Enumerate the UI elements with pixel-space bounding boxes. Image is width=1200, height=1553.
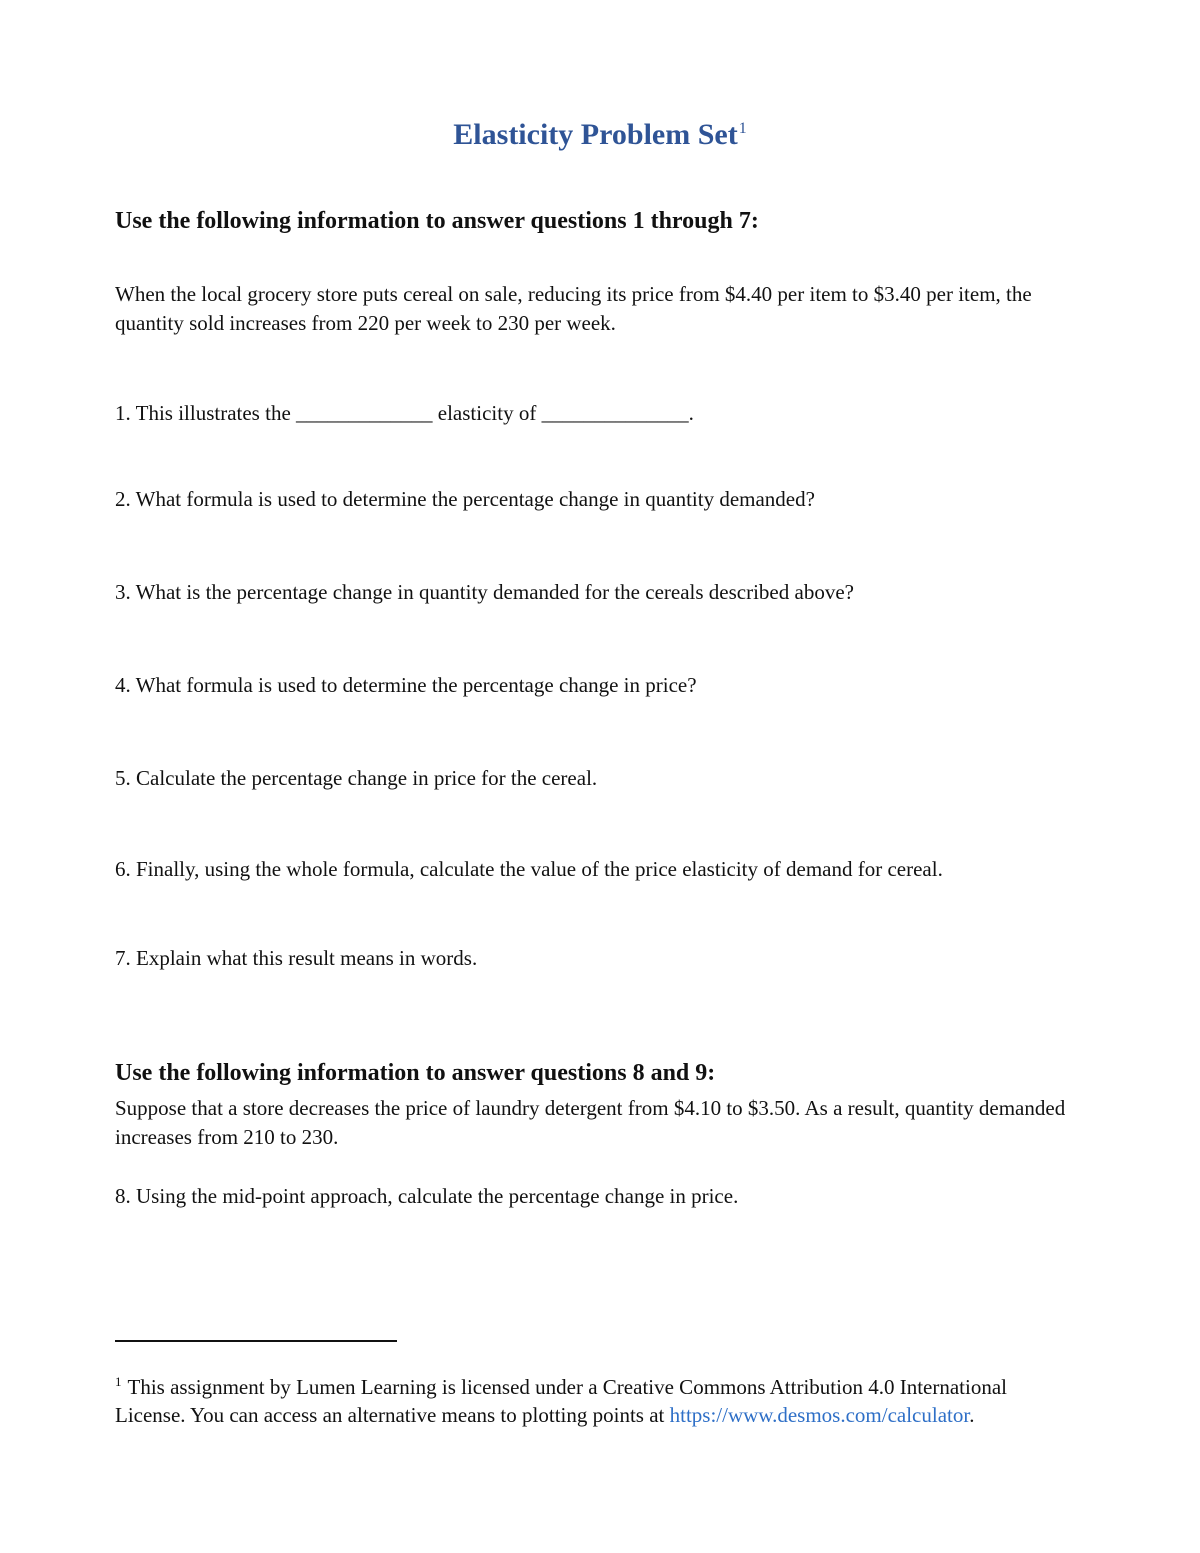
desmos-calculator-link[interactable]: https://www.desmos.com/calculator: [669, 1403, 970, 1427]
question-7: 7. Explain what this result means in words.: [115, 946, 478, 970]
section-2-heading: Use the following information to answer questions 8 and 9:: [115, 1060, 716, 1086]
footnote-text: This assignment by Lumen Learning is licensed under a Creative Commons Attribution 4.0 International License. You can access an alternative means to plotting points at: [115, 1375, 1007, 1427]
title-footnote-marker[interactable]: 1: [738, 120, 747, 137]
footnote-marker: 1: [115, 1374, 122, 1389]
footnote-separator: [115, 1340, 397, 1342]
section-1-heading: Use the following information to answer questions 1 through 7:: [115, 208, 759, 234]
question-5: 5. Calculate the percentage change in price for the cereal.: [115, 766, 598, 790]
page-title: [0, 118, 1200, 152]
question-4: 4. What formula is used to determine the percentage change in price?: [115, 673, 697, 697]
question-6: 6. Finally, using the whole formula, calculate the value of the price elasticity of demand for cereal.: [115, 857, 943, 881]
title-text: Elasticity Problem Set: [453, 118, 738, 151]
question-3: 3. What is the percentage change in quantity demanded for the cereals described above?: [115, 580, 854, 604]
section-1-intro: When the local grocery store puts cereal on sale, reducing its price from $4.40 per item to $3.40 per item, the quantity sold increases from 220 per week to 230 per week.: [115, 282, 1032, 335]
question-1: 1. This illustrates the _____________ elasticity of ______________.: [115, 401, 694, 425]
question-2: 2. What formula is used to determine the percentage change in quantity demanded?: [115, 487, 815, 511]
question-8: 8. Using the mid-point approach, calculate the percentage change in price.: [115, 1184, 739, 1208]
footnote: [115, 1373, 1075, 1429]
section-2-intro: Suppose that a store decreases the price of laundry detergent from $4.10 to $3.50. As a result, quantity demanded increases from 210 to 230.: [115, 1096, 1066, 1149]
footnote-trailing: .: [969, 1403, 975, 1427]
